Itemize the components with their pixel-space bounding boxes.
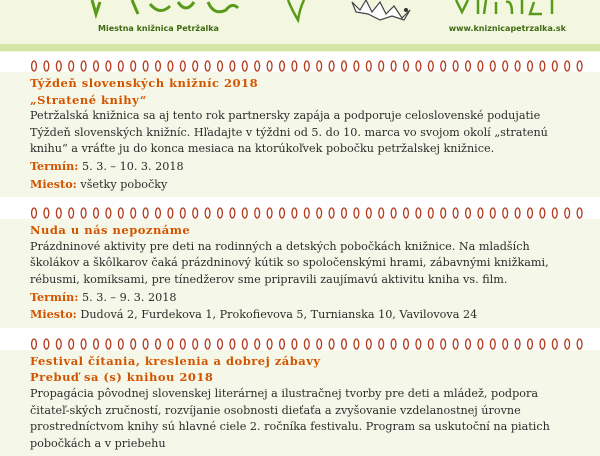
library-name: Miestna knižnica Petržalka [98,24,219,33]
event-subtitle: Prebuď sa (s) knihou 2018 [30,370,214,385]
binding-ring [56,61,61,71]
binding-ring [577,61,582,71]
event-title: Nuda u nás nepoznáme [30,223,191,238]
term-label: Termín: [30,158,79,173]
header-divider [0,44,600,51]
binding-ring [379,339,384,349]
binding-ring [577,208,582,218]
term-label: Termín: [30,289,79,304]
binding-ring [515,61,520,71]
place-label: Miesto: [30,176,77,191]
binding-ring [565,339,570,349]
binding-ring [180,61,185,71]
binding-ring [81,339,86,349]
event-description: Prázdninové aktivity pre deti na rodinných a detských pobočkách knižnice. Na mladších školákov a škôlkarov čaká prázdninový kútik so spoločenskými hrami, zábavnými knižkami, rébusmi, komiksami, pre tínedžerov sme pripravili zaujímavú aktivitu kniha vs. film. [30,239,549,286]
binding-ring [44,61,49,71]
binding-ring [404,339,409,349]
binding-ring [44,339,49,349]
event-subtitle: „Stratené knihy“ [30,92,147,107]
binding-ring [156,339,161,349]
binding-ring [466,61,471,71]
event-title: Festival čítania, kreslenia a dobrej zábavy [30,353,321,368]
binding-ring [106,339,111,349]
binding-ring [230,208,235,218]
event-term [30,158,570,176]
binding-ring [552,339,557,349]
binding-ring [304,208,309,218]
binding-ring [255,339,260,349]
place-label: Miesto: [30,307,77,322]
binding-ring [515,339,520,349]
binding-ring [552,61,557,71]
binding-ring [81,61,86,71]
binding-ring [193,339,198,349]
binding-ring [490,208,495,218]
binding-ring [267,339,272,349]
binding-ring [441,61,446,71]
binding-ring [242,208,247,218]
binding-ring [428,208,433,218]
binding-ring [329,339,334,349]
binding-ring [106,61,111,71]
binding-ring [32,208,37,218]
binding-ring [230,61,235,71]
binding-ring [205,61,210,71]
binding-ring [106,208,111,218]
binding-ring [32,61,37,71]
binding-ring [528,339,533,349]
binding-ring [56,208,61,218]
ring-binding [0,60,600,72]
binding-ring [304,61,309,71]
binding-ring [528,208,533,218]
binding-ring [143,61,148,71]
binding-ring [528,61,533,71]
binding-ring [342,61,347,71]
binding-ring [416,339,421,349]
binding-ring [44,208,49,218]
binding-ring [168,339,173,349]
binding-ring [156,208,161,218]
binding-ring [391,339,396,349]
binding-ring [540,61,545,71]
binding-ring [94,61,99,71]
place-value: všetky pobočky [80,177,168,191]
binding-ring [242,339,247,349]
binding-ring [379,208,384,218]
binding-ring [118,208,123,218]
binding-ring [193,61,198,71]
binding-ring [503,339,508,349]
binding-ring [552,208,557,218]
binding-ring [366,208,371,218]
binding-ring [329,61,334,71]
binding-ring [441,208,446,218]
binding-ring [56,339,61,349]
binding-ring [478,61,483,71]
binding-ring [131,208,136,218]
event-title: Týždeň slovenských knižníc 2018 [30,76,259,90]
binding-ring [379,61,384,71]
binding-ring [503,208,508,218]
binding-ring [143,339,148,349]
binding-ring [94,339,99,349]
binding-ring [218,61,223,71]
binding-ring [255,61,260,71]
binding-ring [453,61,458,71]
event-description: Petržalská knižnica sa aj tento rok partnersky zapája a podporuje celoslovenské podujatie Týždeň slovenských knižníc. Hľadajte v týždni od 5. do 10. marca vo svojom okolí „stratenú knihu“ a vráťte ju do konca mesiaca na ktorúkoľvek pobočku petržalskej knižnice. [30,109,548,156]
binding-ring [317,208,322,218]
binding-ring [490,339,495,349]
binding-ring [503,61,508,71]
binding-ring [342,208,347,218]
binding-ring [354,61,359,71]
binding-ring [168,61,173,71]
binding-ring [354,208,359,218]
term-value: 5. 3. – 9. 3. 2018 [81,290,177,304]
binding-ring [565,208,570,218]
binding-ring [69,208,74,218]
binding-ring [69,61,74,71]
binding-ring [391,208,396,218]
binding-ring [292,339,297,349]
binding-ring [180,339,185,349]
binding-ring [205,339,210,349]
event-place [30,176,570,194]
binding-ring [193,208,198,218]
binding-ring [404,61,409,71]
ring-binding [0,207,600,219]
binding-ring [218,208,223,218]
binding-ring [143,208,148,218]
binding-ring [118,339,123,349]
binding-ring [156,61,161,71]
binding-ring [565,61,570,71]
binding-ring [94,208,99,218]
binding-ring [453,339,458,349]
binding-ring [180,208,185,218]
page-header [0,0,600,52]
binding-ring [478,208,483,218]
binding-ring [69,339,74,349]
binding-ring [280,339,285,349]
event-term [30,289,570,307]
binding-ring [168,208,173,218]
binding-ring [404,208,409,218]
place-value: Dudová 2, Furdekova 1, Prokofievova 5, Turnianska 10, Vavilovova 24 [80,308,478,322]
binding-ring [230,339,235,349]
binding-ring [453,208,458,218]
binding-ring [292,61,297,71]
binding-ring [317,339,322,349]
binding-ring [131,61,136,71]
binding-ring [131,339,136,349]
library-url-link[interactable]: www.kniznicapetrzalka.sk [448,24,566,33]
binding-ring [391,61,396,71]
binding-ring [416,61,421,71]
binding-ring [416,208,421,218]
binding-ring [280,208,285,218]
binding-ring [540,208,545,218]
binding-ring [478,339,483,349]
event-card [0,350,600,456]
binding-ring [329,208,334,218]
event-card [0,72,600,197]
binding-ring [366,339,371,349]
term-value: 5. 3. – 10. 3. 2018 [81,159,184,173]
binding-ring [218,339,223,349]
binding-ring [267,61,272,71]
binding-ring [366,61,371,71]
event-place [30,306,570,324]
binding-ring [342,339,347,349]
binding-ring [466,208,471,218]
binding-ring [267,208,272,218]
binding-ring [428,339,433,349]
ring-binding [0,338,600,350]
event-description: Propagácia pôvodnej slovenskej literárnej a ilustračnej tvorby pre deti a mládež, podpora čitateľ-ských zručností, rozvíjanie osobnosti dieťaťa a zvyšovanie vzdelanostnej úrovne prostredníctvom knihy sú hlavné ciele 2. ročníka festivalu. Program sa uskutoční na piatich pobočkách a v priebehu [30,386,550,450]
binding-ring [81,208,86,218]
binding-ring [490,61,495,71]
event-card [0,219,600,328]
binding-ring [118,61,123,71]
binding-ring [317,61,322,71]
binding-ring [205,208,210,218]
binding-ring [515,208,520,218]
binding-ring [32,339,37,349]
binding-ring [304,339,309,349]
binding-ring [255,208,260,218]
binding-ring [540,339,545,349]
binding-ring [292,208,297,218]
binding-ring [354,339,359,349]
binding-ring [577,339,582,349]
binding-ring [466,339,471,349]
binding-ring [242,61,247,71]
binding-ring [428,61,433,71]
binding-ring [441,339,446,349]
binding-ring [280,61,285,71]
events-list [0,60,600,450]
